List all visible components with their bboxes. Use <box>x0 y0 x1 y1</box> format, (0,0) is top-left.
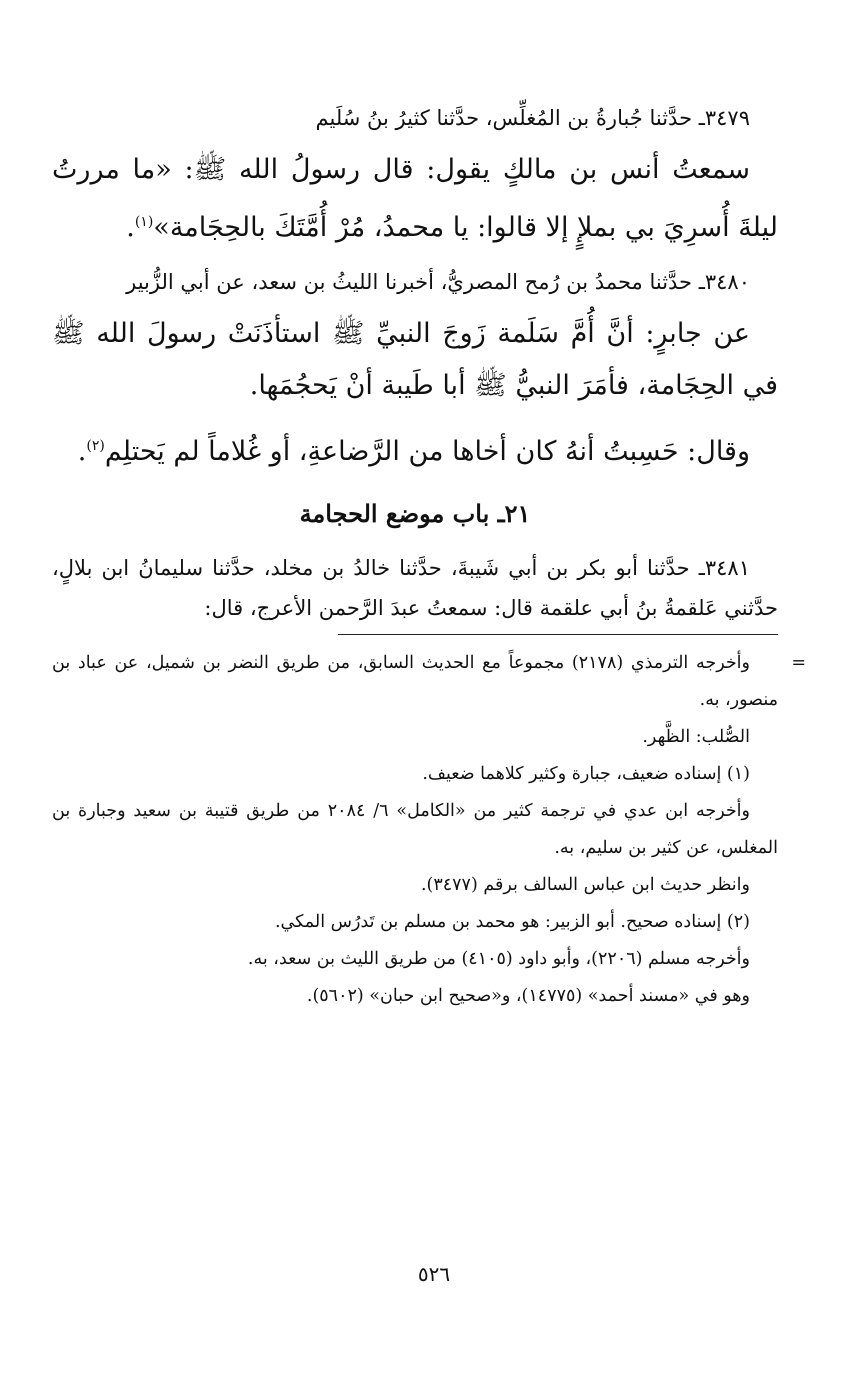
footnote-line: وأخرجه ابن عدي في ترجمة كثير من «الكامل» ٦/ ٢٠٨٤ من طريق قتيبة بن سعيد وجبارة بن المغلس، عن كثير بن سليم، به. <box>52 801 778 858</box>
hadith-3479-isnad: ٣٤٧٩ـ حدَّثنا جُبارةُ بن المُغلِّس، حدَّثنا كثيرُ بنُ سُلَيم <box>315 106 750 130</box>
page-number: ٥٢٦ <box>417 1262 451 1286</box>
footnote-line: وهو في «مسند أحمد» (١٤٧٧٥)، و«صحيح ابن حبان» (٥٦٠٢). <box>306 986 750 1006</box>
footnote-ref-2[interactable]: (٢) <box>86 438 105 454</box>
hadith-3481-isnad: ٣٤٨١ـ حدَّثنا أبو بكر بن أبي شَيبةَ، حدَّثنا خالدُ بن مخلد، حدَّثنا سليمانُ ابن بلالٍ، حدَّثني عَلقمةُ بنُ أبي علقمة قال: سمعتُ عبدَ الرَّحمن الأعرج، قال: <box>52 556 778 620</box>
footnote-continued: = وأخرجه الترمذي (٢١٧٨) مجموعاً مع الحديث السابق، من طريق النضر بن شميل، عن عباد بن منصور، به. <box>52 645 778 719</box>
footnote-1: (١) إسناده ضعيف، جبارة وكثير كلاهما ضعيف. <box>422 764 750 784</box>
page-content <box>52 98 778 1348</box>
chapter-title: ٢١ـ باب موضع الحجامة <box>299 499 531 528</box>
footnote-2: (٢) إسناده صحيح. أبو الزبير: هو محمد بن مسلم بن تَدرُس المكي. <box>274 912 750 932</box>
footnote-ref-1[interactable]: (١) <box>134 214 154 230</box>
footnotes <box>52 645 778 1015</box>
footnote-divider <box>338 634 778 635</box>
footnote-line: الصُّلب: الظَّهر. <box>642 727 750 747</box>
footnote-line: وانظر حديث ابن عباس السالف برقم (٣٤٧٧). <box>420 875 750 895</box>
hadith-3480-comment: وقال: حَسِبتُ أنهُ كان أخاها من الرَّضاعةِ، أو غُلاماً لم يَحتلِم$^{(٢)}$. <box>77 436 750 467</box>
footnote-line: وأخرجه مسلم (٢٢٠٦)، وأبو داود (٤١٠٥) من طريق الليث بن سعد، به. <box>247 949 750 969</box>
hadith-3480-isnad: ٣٤٨٠ـ حدَّثنا محمدُ بن رُمح المصريُّ، أخبرنا الليثُ بن سعد، عن أبي الزُّبير <box>126 270 750 294</box>
hadith-3480-matn: عن جابرٍ: أنَّ أُمَّ سَلَمة زَوجَ النبيِّ ﷺ استأذَنَتْ رسولَ الله ﷺ في الحِجَامة، فأمَرَ النبيُّ ﷺ أبا طَيبة أنْ يَحجُمَها. <box>52 318 778 401</box>
hadith-3479-matn: سمعتُ أنس بن مالكٍ يقول: قال رسولُ الله ﷺ: «ما مررتُ ليلةَ أُسرِيَ بي بملإٍ إلا قالوا: يا محمدُ، مُرْ أُمَّتَكَ بالحِجَامة»$^{(١)}$. <box>52 154 778 243</box>
